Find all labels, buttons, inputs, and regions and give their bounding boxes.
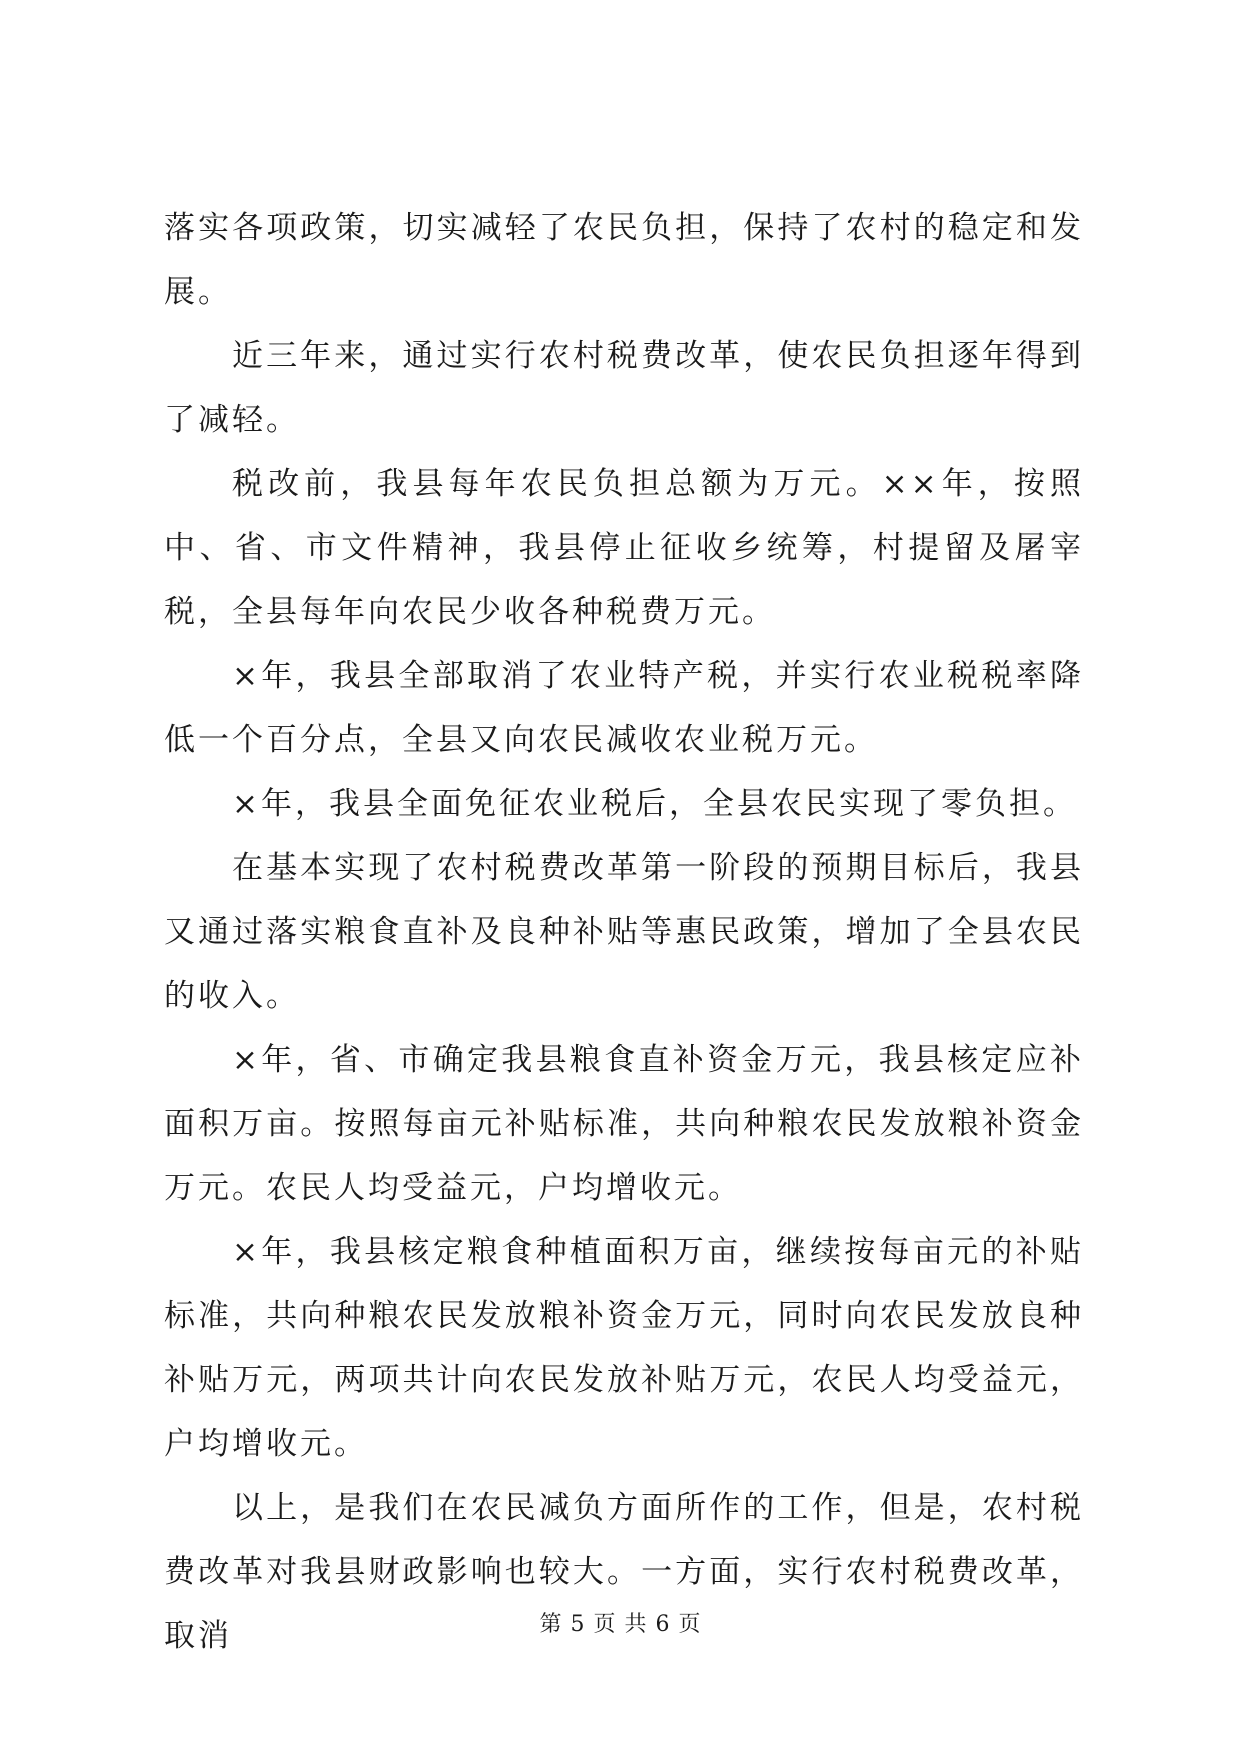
document-body xyxy=(164,196,1084,1668)
paragraph-8: ×年，我县核定粮食种植面积万亩，继续按每亩元的补贴标准，共向种粮农民发放粮补资金万元，同时向农民发放良种补贴万元，两项共计向农民发放补贴万元，农民人均受益元，户均增收元。 xyxy=(164,1234,1084,1462)
paragraph-7: ×年，省、市确定我县粮食直补资金万元，我县核定应补面积万亩。按照每亩元补贴标准，共向种粮农民发放粮补资金万元。农民人均受益元，户均增收元。 xyxy=(164,1042,1084,1206)
page-number-footer: 第 5 页 共 6 页 xyxy=(539,1612,702,1637)
paragraph-1: 落实各项政策，切实减轻了农民负担，保持了农村的稳定和发展。 xyxy=(164,210,1084,310)
paragraph-2: 近三年来，通过实行农村税费改革，使农民负担逐年得到了减轻。 xyxy=(164,338,1084,438)
paragraph-9: 以上，是我们在农民减负方面所作的工作，但是，农村税费改革对我县财政影响也较大。一方面，实行农村税费改革，取消 xyxy=(164,1490,1084,1654)
paragraph-6: 在基本实现了农村税费改革第一阶段的预期目标后，我县又通过落实粮食直补及良种补贴等惠民政策，增加了全县农民的收入。 xyxy=(164,850,1084,1014)
paragraph-3: 税改前，我县每年农民负担总额为万元。××年，按照中、省、市文件精神，我县停止征收乡统筹，村提留及屠宰税，全县每年向农民少收各种税费万元。 xyxy=(164,466,1084,630)
paragraph-4: ×年，我县全部取消了农业特产税，并实行农业税税率降低一个百分点，全县又向农民减收农业税万元。 xyxy=(164,658,1084,758)
paragraph-5: ×年，我县全面免征农业税后，全县农民实现了零负担。 xyxy=(232,786,1077,822)
